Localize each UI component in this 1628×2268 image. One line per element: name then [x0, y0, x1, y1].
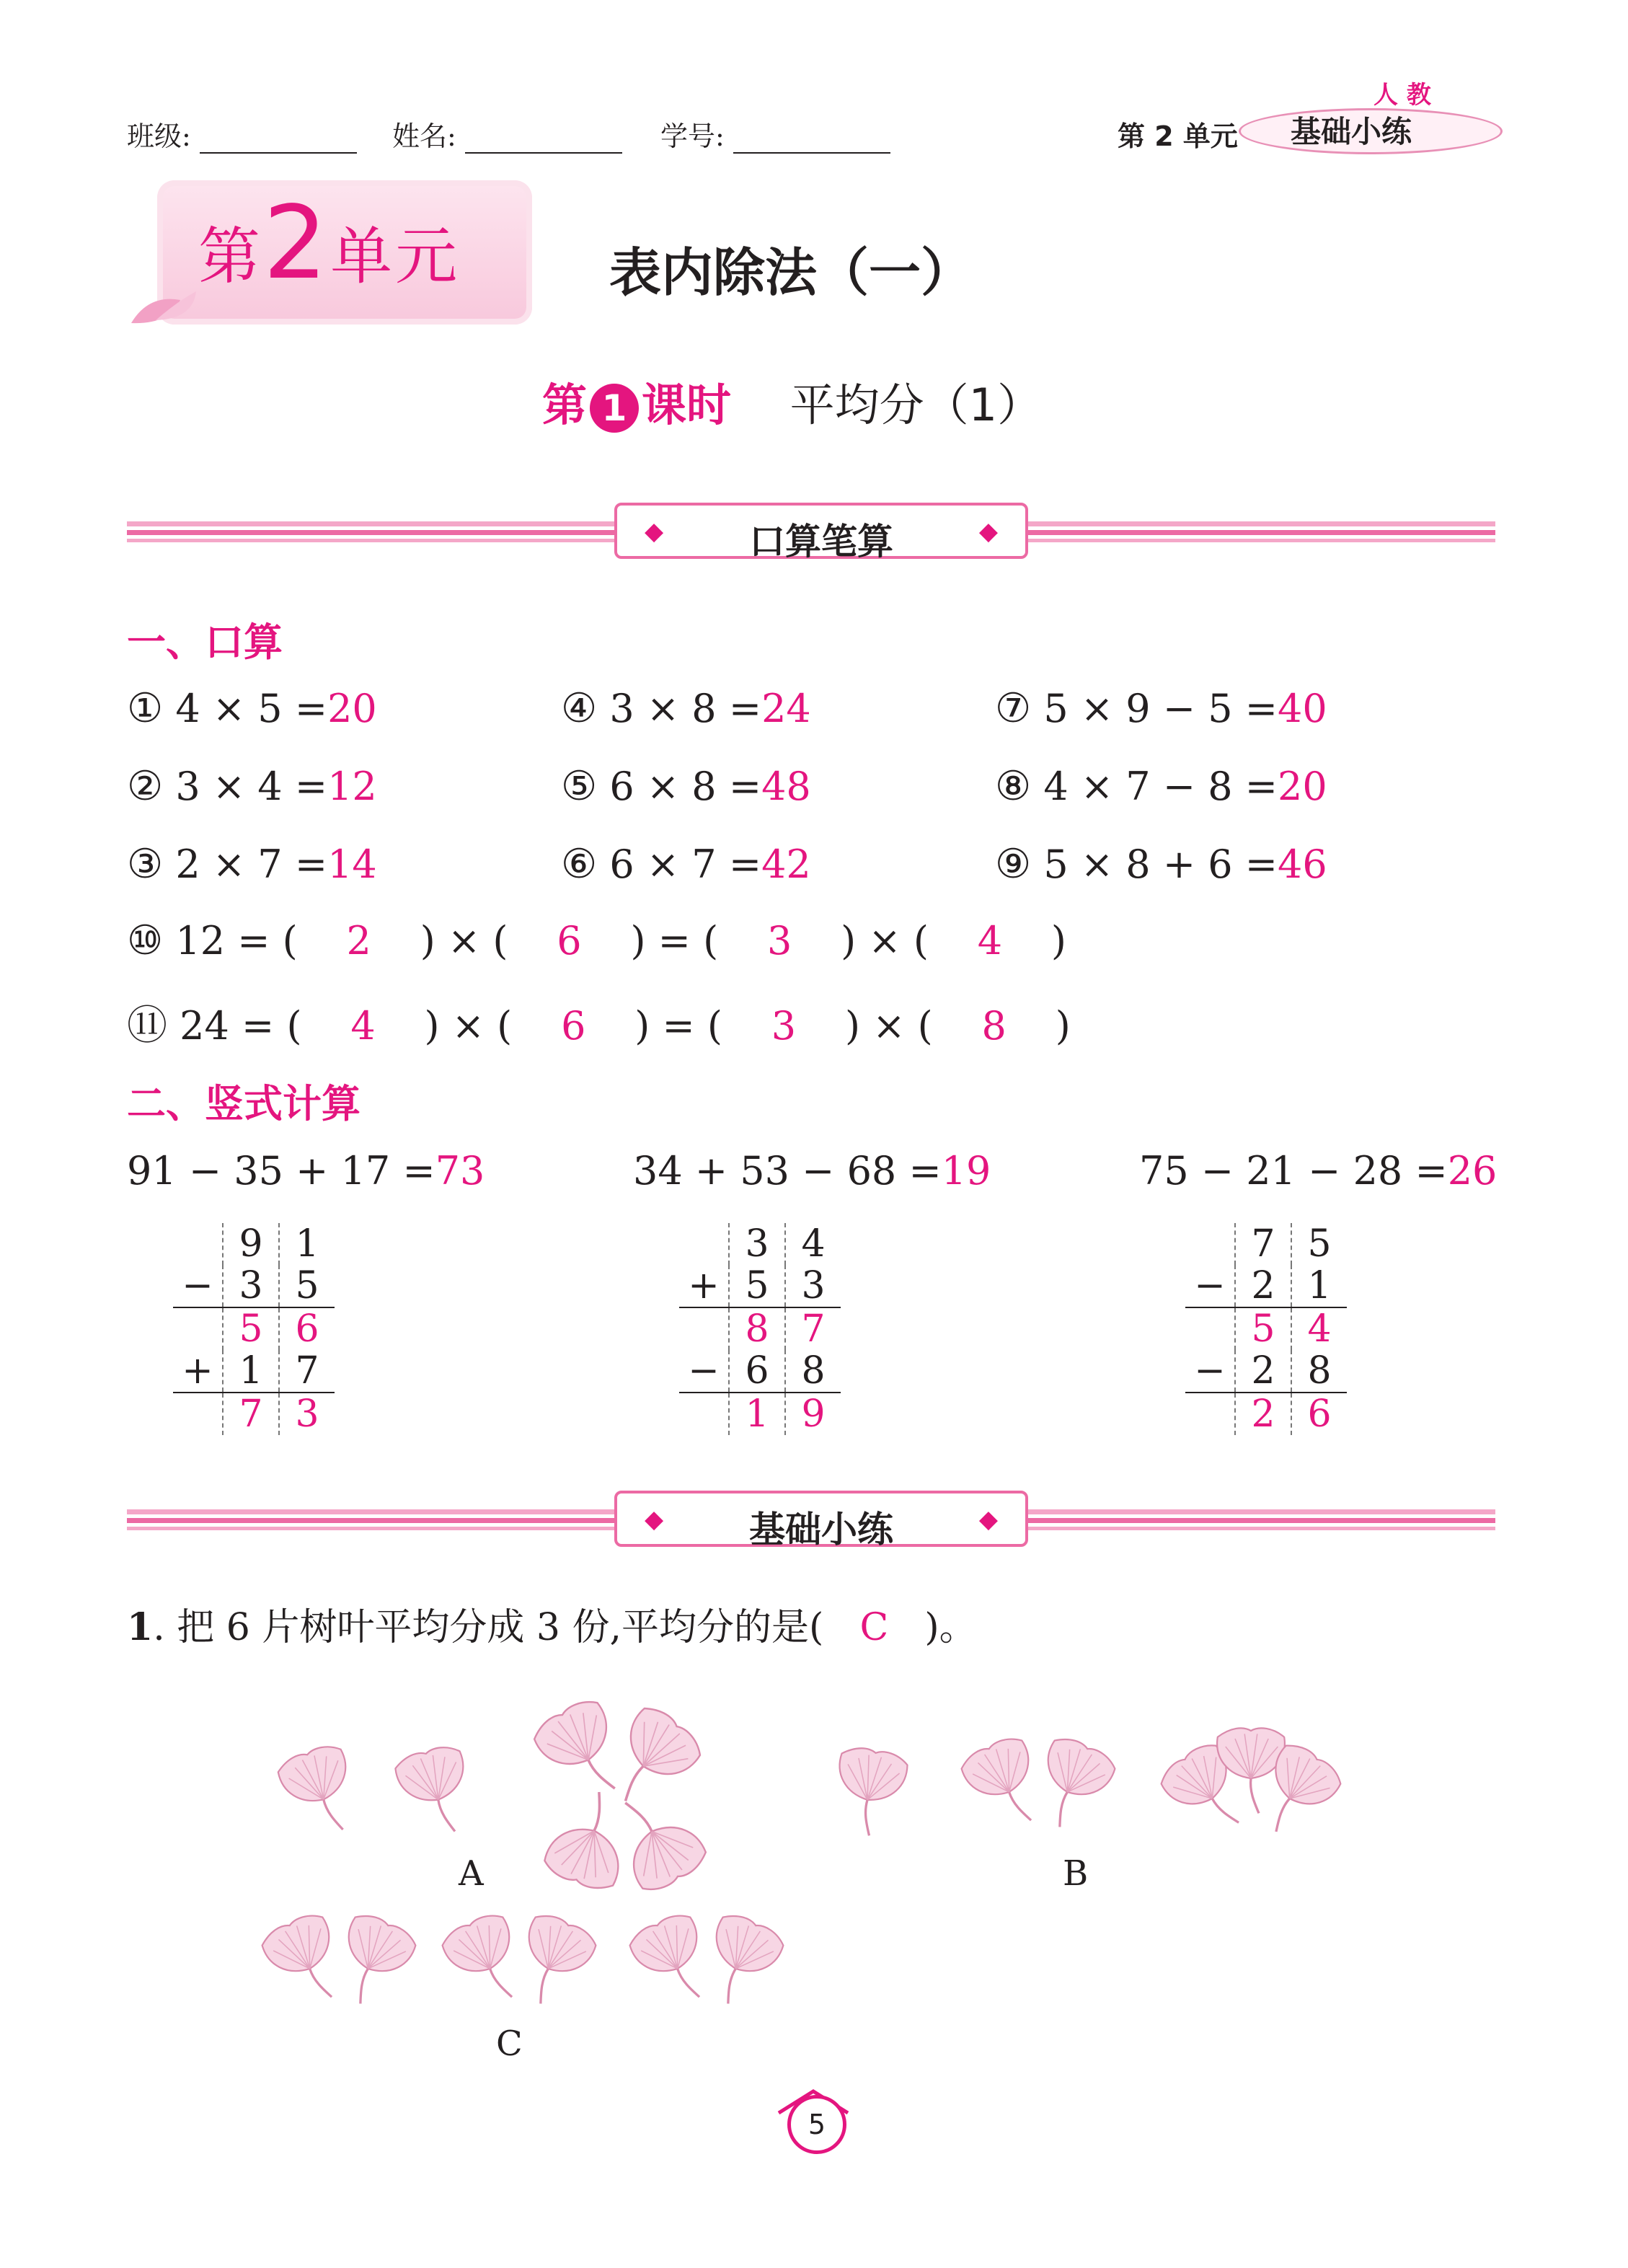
unit-suffix: 单元: [330, 221, 461, 293]
fill-answer: 6: [557, 918, 582, 963]
fill-answer: 4: [350, 1003, 376, 1049]
option-b-label[interactable]: B: [1063, 1853, 1089, 1894]
fill-answer: 4: [977, 918, 1003, 963]
petal-icon: [127, 287, 199, 330]
lesson-number-badge: [590, 384, 639, 433]
vertical-heading: 二、竖式计算: [127, 1081, 360, 1126]
column-calc-2: 3 4 + 5 3 8 7 − 6 8 1 9: [679, 1223, 841, 1435]
fill-answer: 3: [771, 1003, 797, 1049]
lesson-number: 1: [601, 387, 627, 429]
oral-item-4: ④ 3 × 8 =24: [561, 685, 811, 732]
lesson-heading: [542, 369, 1042, 433]
fill-answer: 6: [561, 1003, 586, 1049]
column-calc-1: 9 1 − 3 5 5 6 + 1 7 7 3: [173, 1223, 335, 1435]
fill-answer: 2: [346, 918, 371, 963]
unit-heading: [198, 185, 461, 302]
diamond-icon: ◆: [978, 517, 998, 546]
oral-item-5: ⑤ 6 × 8 =48: [561, 763, 811, 810]
answer: 46: [1278, 842, 1327, 887]
fill-row-10: ⑩ 12 = ( 2 ) × ( 6 ) = ( 3 ) × ( 4 ): [127, 917, 1066, 964]
lesson-prefix: 第: [542, 379, 588, 431]
oral-item-8: ⑧ 4 × 7 − 8 =20: [995, 763, 1327, 810]
question-close: )。: [924, 1606, 977, 1649]
student-id-blank[interactable]: [733, 128, 890, 154]
fill-answer: 3: [766, 918, 792, 963]
unit-title: 表内除法（一）: [609, 242, 973, 303]
option-c-label[interactable]: C: [496, 2024, 523, 2064]
page-number: 5: [787, 2095, 846, 2154]
option-a-label[interactable]: A: [459, 1853, 484, 1894]
diamond-icon: ◆: [645, 517, 664, 546]
ginkgo-leaf-icon: [266, 1731, 375, 1853]
question-text: . 把 6 片树叶平均分成 3 份,平均分的是(: [153, 1606, 824, 1649]
answer: 19: [941, 1148, 991, 1193]
answer: 26: [1447, 1148, 1498, 1193]
question-answer: C: [859, 1606, 889, 1649]
answer: 20: [1278, 764, 1327, 809]
oral-item-6: ⑥ 6 × 7 =42: [561, 841, 811, 888]
question-1: [127, 1597, 977, 1651]
answer: 40: [1278, 686, 1327, 731]
unit-prefix: 第: [198, 221, 263, 293]
fill-row-11: ⑪ 24 = ( 4 ) × ( 6 ) = ( 3 ) × ( 8 ): [127, 1002, 1071, 1049]
oral-item-3: ③ 2 × 7 =14: [127, 841, 377, 888]
ginkgo-leaf-icon: [821, 1736, 917, 1849]
fill-answer: 8: [981, 1003, 1007, 1049]
oral-item-2: ② 3 × 4 =12: [127, 763, 377, 810]
ginkgo-leaf-icon: [385, 1733, 487, 1851]
answer: 12: [327, 764, 377, 809]
series-title: 基础小练: [1291, 114, 1412, 149]
answer: 73: [435, 1148, 485, 1193]
oral-heading: 一、口算: [127, 619, 283, 665]
name-blank[interactable]: [465, 128, 622, 154]
vertical-expr-3: 75 − 21 − 28 =26: [1139, 1148, 1498, 1193]
section-title-practice: 基础小练: [749, 1509, 893, 1550]
answer: 48: [761, 764, 811, 809]
section-header-practice: [614, 1491, 1028, 1550]
class-blank[interactable]: [200, 128, 357, 154]
section-header-calc: [614, 503, 1028, 562]
oral-item-9: ⑨ 5 × 8 + 6 =46: [995, 841, 1327, 888]
answer: 14: [327, 842, 377, 887]
lesson-title: 平均分（1）: [789, 379, 1043, 431]
student-id-label: 学号:: [660, 120, 725, 152]
vertical-expr-2: 34 + 53 − 68 =19: [633, 1148, 991, 1193]
unit-number: 2: [263, 185, 331, 302]
header-unit-label: 第 2 单元: [1118, 120, 1238, 152]
column-calc-3: 7 5 − 2 1 5 4 − 2 8 2 6: [1185, 1223, 1347, 1435]
answer: 20: [327, 686, 377, 731]
diamond-icon: ◆: [645, 1505, 664, 1534]
answer: 24: [761, 686, 811, 731]
answer: 42: [761, 842, 811, 887]
publisher-label: 人 教: [1373, 81, 1431, 110]
oral-item-1: ① 4 × 5 =20: [127, 685, 377, 732]
question-number: 1: [127, 1605, 154, 1649]
lesson-suffix: 课时: [642, 379, 732, 431]
oral-item-7: ⑦ 5 × 9 − 5 =40: [995, 685, 1327, 732]
section-title-calc: 口算笔算: [749, 521, 893, 562]
diamond-icon: ◆: [978, 1505, 998, 1534]
name-label: 姓名:: [392, 120, 456, 152]
vertical-expr-1: 91 − 35 + 17 =73: [127, 1148, 485, 1193]
class-label: 班级:: [127, 120, 191, 152]
